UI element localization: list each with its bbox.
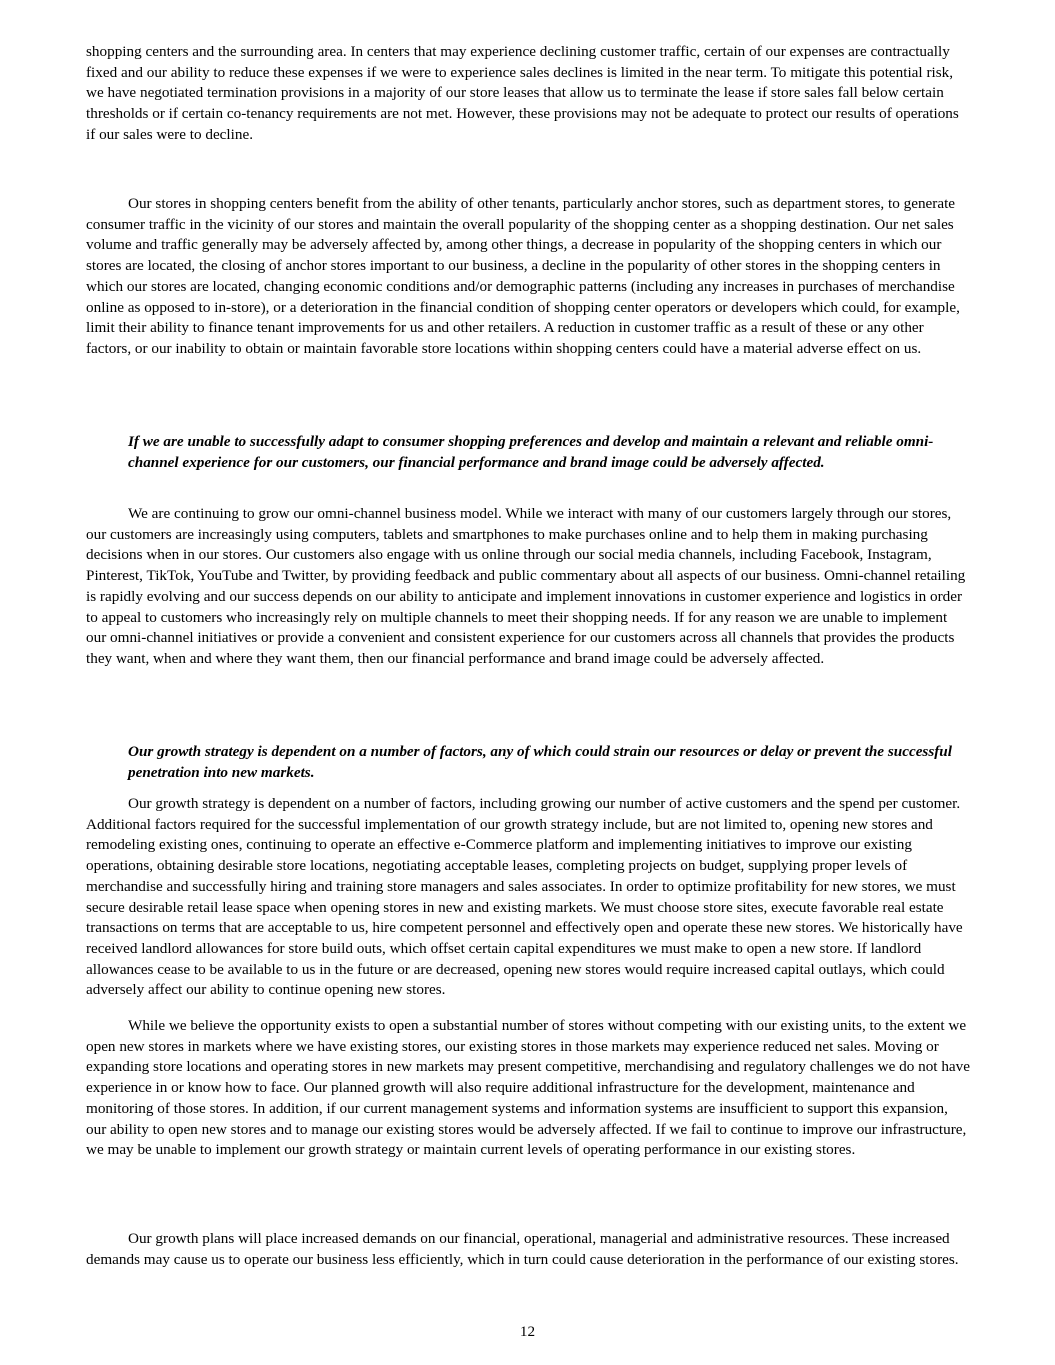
page-number: 12 xyxy=(519,1323,536,1340)
paragraph-omni-channel: We are continuing to grow our omni-channel business model. While we interact with many of our customers largely through our stores, our customers are increasingly using computers, tablets and smartphones to make purchases online and to help them in making purchasing decisions when in our stores. Our customers also engage with us online through our social media channels, including Facebook, Instagram, Pinterest, TikTok, YouTube and Twitter, by providing feedback and public commentary about all aspects of our business. Omni-channel retailing is rapidly evolving and our success depends on our ability to anticipate and implement innovations in customer experience and logistics in order to appeal to customers who increasingly rely on multiple channels to meet their shopping needs. If for any reason we are unable to implement our omni-channel initiatives or provide a convenient and consistent experience for our customers across all channels that provides the products they want, when and where they want them, then our financial performance and brand image could be adversely affected. xyxy=(86,505,966,667)
heading-omni-channel-risk: If we are unable to successfully adapt to consumer shopping preferences and develop and maintain a relevant and reliable omni-channel experience for our customers, our financial performance and brand image could be adversely affected. xyxy=(128,433,934,471)
paragraph-new-store-expansion: While we believe the opportunity exists to open a substantial number of stores without competing with our existing units, to the extent we open new stores in markets where we have existing stores, our existing stores in those markets may experience reduced net sales. Moving or expanding store locations and operating stores in new markets may present competitive, merchandising and regulatory challenges we do not have experience in or know how to face. Our planned growth will also require additional infrastructure for the development, maintenance and monitoring of those stores. In addition, if our current management systems and information systems are insufficient to support this expansion, our ability to open new stores and to manage our existing stores would be adversely affected. If we fail to continue to improve our infrastructure, we may be unable to implement our growth strategy or maintain current levels of operating performance in our existing stores. xyxy=(86,1017,970,1159)
paragraph-lease-termination: shopping centers and the surrounding area. In centers that may experience declining customer traffic, certain of our expenses are contractually fixed and our ability to reduce these expenses if we were to experience sales declines is limited in the near term. To mitigate this potential risk, we have negotiated termination provisions in a majority of our store leases that allow us to terminate the lease if store sales fall below certain thresholds or if certain co-tenancy requirements are not met. However, these provisions may not be adequate to protect our results of operations if our sales were to decline. xyxy=(86,43,959,143)
heading-growth-strategy-risk: Our growth strategy is dependent on a number of factors, any of which could strain our resources or delay or prevent the successful penetration into new markets. xyxy=(128,743,952,781)
paragraph-growth-demands: Our growth plans will place increased demands on our financial, operational, managerial and administrative resources. These increased demands may cause us to operate our business less efficiently, which in turn could cause deterioration in the performance of our existing stores. xyxy=(86,1230,959,1268)
paragraph-shopping-centers: Our stores in shopping centers benefit from the ability of other tenants, particularly anchor stores, such as department stores, to generate consumer traffic in the vicinity of our stores and maintain the overall popularity of the shopping center as a shopping destination. Our net sales volume and traffic generally may be adversely affected by, among other things, a decrease in popularity of the shopping centers in which our stores are located, the closing of anchor stores important to our business, a decline in the popularity of other stores in the shopping centers in which our stores are located, changing economic conditions and/or demographic patterns (including any increases in purchases of merchandise online as opposed to in-store), or a deterioration in the financial condition of shopping center operators or developers which could, for example, limit their ability to finance tenant improvements for us and other retailers. A reduction in customer traffic as a result of these or any other factors, or our inability to obtain or maintain favorable store locations within shopping centers could have a material adverse effect on us. xyxy=(86,195,960,357)
paragraph-growth-strategy: Our growth strategy is dependent on a number of factors, including growing our number of active customers and the spend per customer. Additional factors required for the successful implementation of our growth strategy include, but are not limited to, opening new stores and remodeling existing ones, continuing to operate an effective e-Commerce platform and implementing initiatives to improve our existing operations, obtaining desirable store locations, negotiating acceptable leases, completing projects on budget, supplying proper levels of merchandise and successfully hiring and training store managers and sales associates. In order to optimize profitability for new stores, we must secure desirable retail lease space when opening stores in new and existing markets. We must choose store sites, execute favorable real estate transactions on terms that are acceptable to us, hire competent personnel and effectively open and operate these new stores. We historically have received landlord allowances for store build outs, which offset certain capital expenditures we must make to open a new store. If landlord allowances cease to be available to us in the future or are decreased, opening new stores would require increased capital outlays, which could adversely affect our ability to continue opening new stores. xyxy=(86,795,963,999)
